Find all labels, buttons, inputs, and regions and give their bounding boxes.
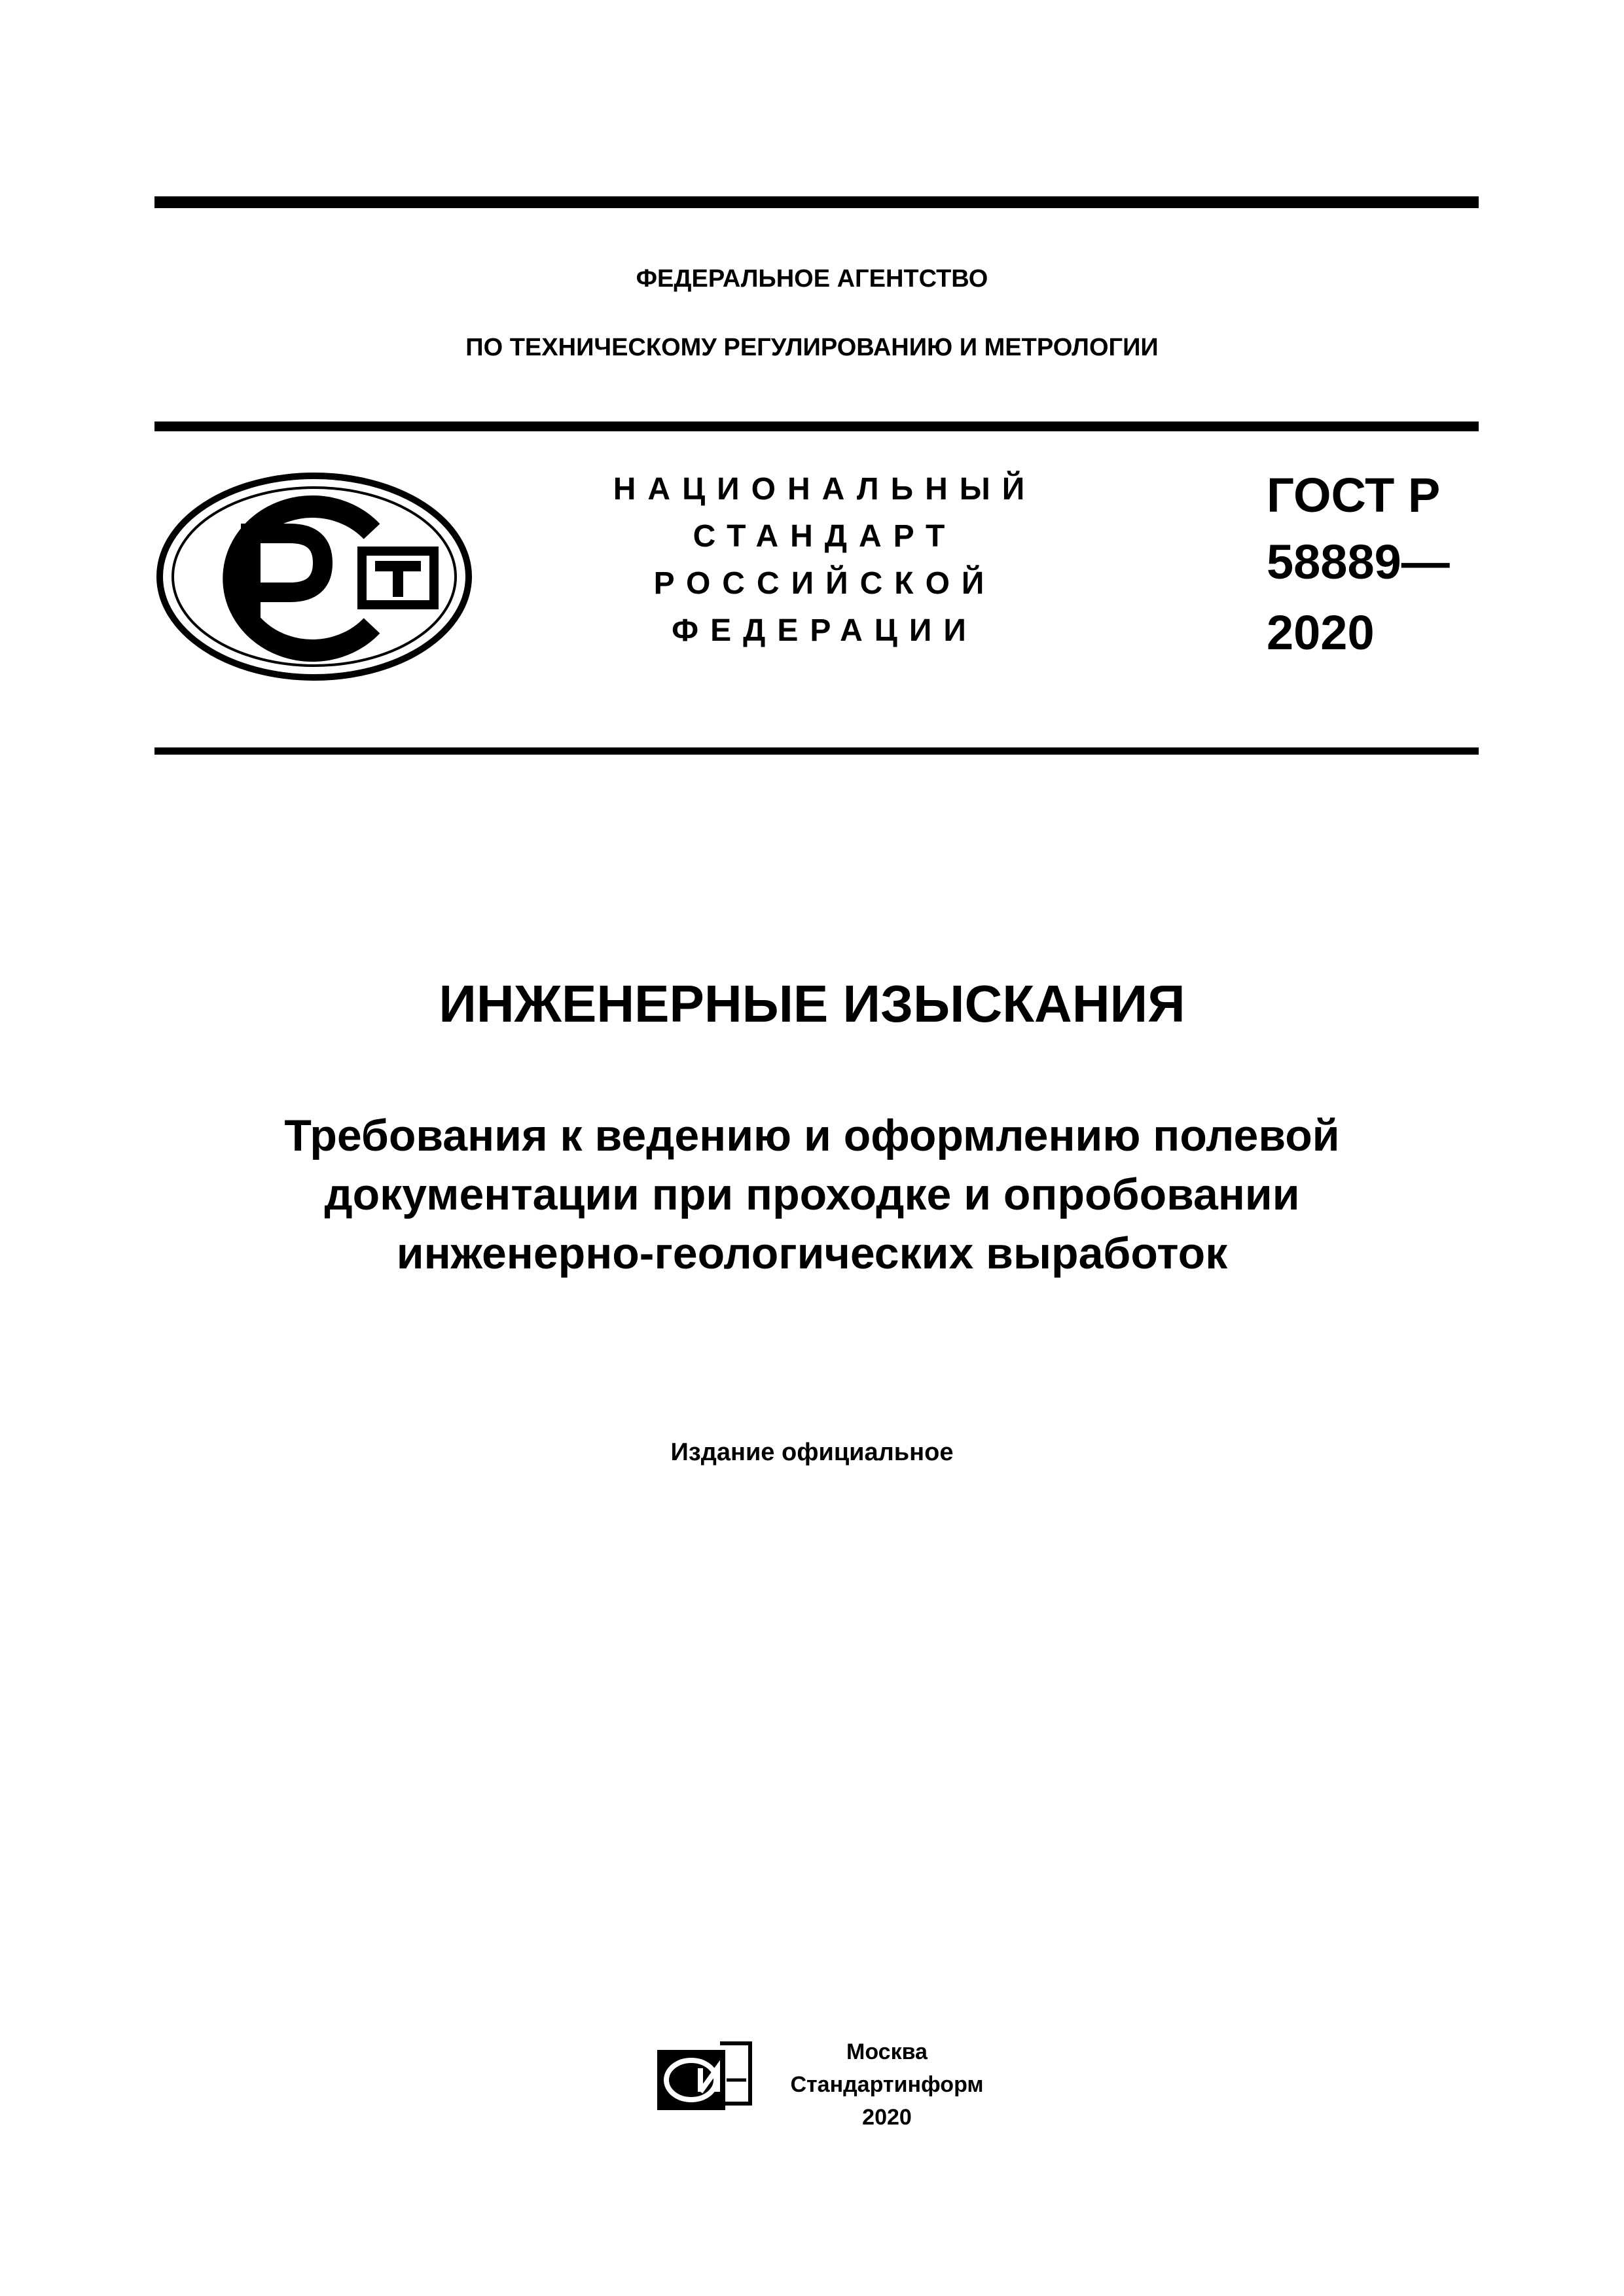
- standartinform-logo-icon: [655, 2041, 753, 2113]
- standard-word-3: РОССИЙСКОЙ: [653, 566, 996, 601]
- gost-designation-line-1: ГОСТ Р: [1267, 468, 1441, 522]
- agency-line-2: ПО ТЕХНИЧЕСКОМУ РЕГУЛИРОВАНИЮ И МЕТРОЛОГИИ: [465, 334, 1159, 361]
- standard-word-2: СТАНДАРТ: [693, 519, 957, 554]
- document-title: ИНЖЕНЕРНЫЕ ИЗЫСКАНИЯ: [439, 975, 1185, 1033]
- document-subtitle-line-1: Требования к ведению и оформлению полевой: [284, 1111, 1340, 1160]
- standard-word-1: НАЦИОНАЛЬНЫЙ: [613, 472, 1037, 507]
- agency-line-1: ФЕДЕРАЛЬНОЕ АГЕНТСТВО: [636, 265, 988, 293]
- gost-designation-line-3: 2020: [1267, 605, 1375, 660]
- edition-note: Издание официальное: [670, 1439, 954, 1466]
- publisher-name: Стандартинформ: [790, 2072, 984, 2097]
- publisher-city: Москва: [846, 2039, 928, 2064]
- standard-word-4: ФЕДЕРАЦИИ: [672, 613, 978, 648]
- publisher-year: 2020: [862, 2105, 912, 2130]
- rst-gost-emblem-icon: [156, 471, 473, 682]
- document-subtitle-line-3: инженерно-геологических выработок: [396, 1229, 1228, 1278]
- standard-block-rule: [154, 747, 1479, 755]
- document-subtitle-line-2: документации при проходке и опробовании: [324, 1170, 1300, 1219]
- gost-designation-line-2: 58889—: [1267, 535, 1450, 589]
- header-rule: [154, 422, 1479, 431]
- top-rule: [154, 196, 1479, 208]
